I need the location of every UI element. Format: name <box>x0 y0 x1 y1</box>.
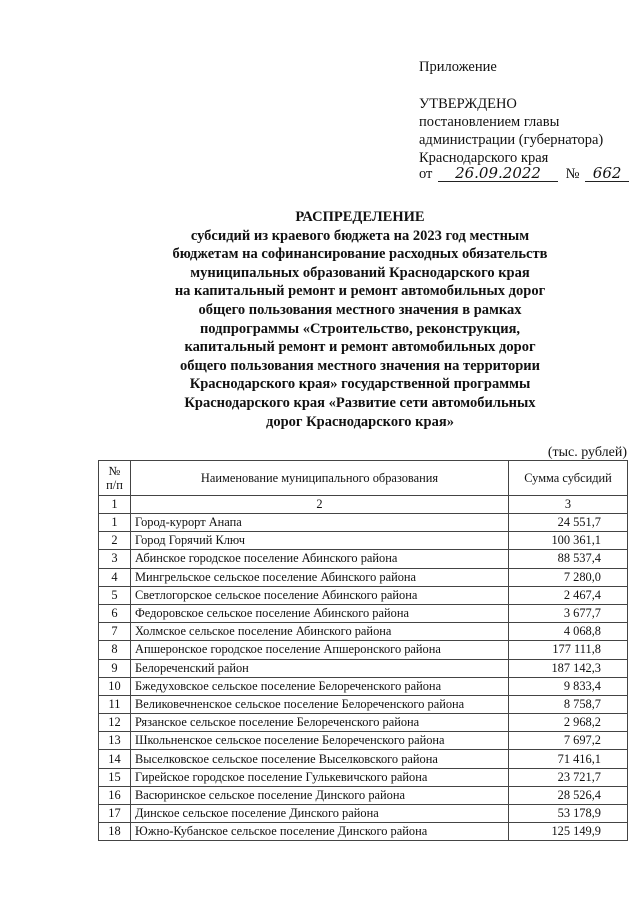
municipality-name-cell: Гирейское городское поселение Гулькевичского района <box>131 768 509 786</box>
municipality-name-cell: Выселковское сельское поселение Выселковского района <box>131 750 509 768</box>
row-number-cell: 6 <box>99 604 131 622</box>
table-row <box>99 677 628 695</box>
title-line: бюджетам на софинансирование расходных обязательств <box>172 246 548 263</box>
subsidy-amount-cell: 7 697,2 <box>509 732 628 750</box>
subsidy-amount-cell: 8 758,7 <box>509 695 628 713</box>
subsidy-amount-cell: 187 142,3 <box>509 659 628 677</box>
municipality-name-cell: Светлогорское сельское поселение Абинского района <box>131 586 509 604</box>
row-number-cell: 1 <box>99 514 131 532</box>
row-number-cell: 3 <box>99 550 131 568</box>
column-number: 1 <box>99 496 131 514</box>
table-row <box>99 695 628 713</box>
row-number-cell: 8 <box>99 641 131 659</box>
header-name: Наименование муниципального образования <box>131 461 509 496</box>
title-line: капитальный ремонт и ремонт автомобильных дорог <box>184 339 536 356</box>
municipality-name-cell: Динское сельское поселение Динского района <box>131 805 509 823</box>
subsidy-amount-cell: 125 149,9 <box>509 823 628 841</box>
subsidy-table <box>98 460 628 841</box>
column-number-row <box>99 496 628 514</box>
row-number-cell: 10 <box>99 677 131 695</box>
subsidy-amount-cell: 177 111,8 <box>509 641 628 659</box>
subsidy-amount-cell: 23 721,7 <box>509 768 628 786</box>
row-number-cell: 2 <box>99 532 131 550</box>
municipality-name-cell: Федоровское сельское поселение Абинского района <box>131 604 509 622</box>
row-number-cell: 7 <box>99 623 131 641</box>
table-row <box>99 604 628 622</box>
title-line: общего пользования местного значения на территории <box>179 357 540 374</box>
title-line: Краснодарского края» государственной программы <box>189 376 531 393</box>
table-row <box>99 659 628 677</box>
municipality-name-cell: Холмское сельское поселение Абинского района <box>131 623 509 641</box>
from-label: от <box>419 166 433 182</box>
title-line: Краснодарского края «Развитие сети автомобильных <box>184 394 536 411</box>
subsidy-amount-cell: 24 551,7 <box>509 514 628 532</box>
table-row <box>99 623 628 641</box>
subsidy-amount-cell: 2 968,2 <box>509 714 628 732</box>
subsidy-amount-cell: 88 537,4 <box>509 550 628 568</box>
row-number-cell: 18 <box>99 823 131 841</box>
municipality-name-cell: Мингрельское сельское поселение Абинского района <box>131 568 509 586</box>
table-row <box>99 786 628 804</box>
document-title <box>110 208 610 431</box>
header-amount: Сумма субсидий <box>509 461 628 496</box>
subsidy-amount-cell: 2 467,4 <box>509 586 628 604</box>
title-heading: РАСПРЕДЕЛЕНИЕ <box>295 209 425 225</box>
approval-line-3: Краснодарского края <box>419 150 549 166</box>
title-line: на капитальный ремонт и ремонт автомобильных дорог <box>174 283 546 300</box>
appendix-label: Приложение <box>419 59 497 75</box>
municipality-name-cell: Город Горячий Ключ <box>131 532 509 550</box>
table-row <box>99 641 628 659</box>
approval-line-2: администрации (губернатора) <box>419 132 604 148</box>
subsidy-amount-cell: 28 526,4 <box>509 786 628 804</box>
table-row <box>99 568 628 586</box>
title-line: субсидий из краевого бюджета на 2023 год местным <box>190 227 530 244</box>
approval-line-1: постановлением главы <box>419 114 560 130</box>
approval-date-line <box>419 165 629 183</box>
table-row <box>99 550 628 568</box>
approved-label: УТВЕРЖДЕНО <box>419 96 517 112</box>
municipality-name-cell: Южно-Кубанское сельское поселение Динского района <box>131 823 509 841</box>
table-row <box>99 768 628 786</box>
table-row <box>99 805 628 823</box>
units-label: (тыс. рублей) <box>547 445 627 460</box>
table-row <box>99 750 628 768</box>
row-number-cell: 13 <box>99 732 131 750</box>
municipality-name-cell: Город-курорт Анапа <box>131 514 509 532</box>
table-row <box>99 514 628 532</box>
table-row <box>99 823 628 841</box>
column-number: 3 <box>509 496 628 514</box>
subsidy-amount-cell: 53 178,9 <box>509 805 628 823</box>
row-number-cell: 17 <box>99 805 131 823</box>
subsidy-amount-cell: 9 833,4 <box>509 677 628 695</box>
row-number-cell: 15 <box>99 768 131 786</box>
table-header-row <box>99 461 628 496</box>
title-line: дорог Краснодарского края» <box>266 413 454 430</box>
table-row <box>99 714 628 732</box>
municipality-name-cell: Апшеронское городское поселение Апшеронского района <box>131 641 509 659</box>
number-label: № <box>565 166 580 182</box>
row-number-cell: 9 <box>99 659 131 677</box>
row-number-cell: 11 <box>99 695 131 713</box>
table-row <box>99 732 628 750</box>
municipality-name-cell: Васюринское сельское поселение Динского района <box>131 786 509 804</box>
municipality-name-cell: Белореченский район <box>131 659 509 677</box>
subsidy-amount-cell: 7 280,0 <box>509 568 628 586</box>
row-number-cell: 14 <box>99 750 131 768</box>
approval-date: 26.09.2022 <box>438 166 558 182</box>
title-line: муниципальных образований Краснодарского края <box>190 264 530 281</box>
municipality-name-cell: Школьненское сельское поселение Белореченского района <box>131 732 509 750</box>
municipality-name-cell: Рязанское сельское поселение Белореченского района <box>131 714 509 732</box>
municipality-name-cell: Бжедуховское сельское поселение Белореченского района <box>131 677 509 695</box>
row-number-cell: 4 <box>99 568 131 586</box>
row-number-cell: 16 <box>99 786 131 804</box>
subsidy-amount-cell: 3 677,7 <box>509 604 628 622</box>
table-row <box>99 586 628 604</box>
row-number-cell: 12 <box>99 714 131 732</box>
column-number: 2 <box>131 496 509 514</box>
subsidy-amount-cell: 71 416,1 <box>509 750 628 768</box>
municipality-name-cell: Великовечненское сельское поселение Белореченского района <box>131 695 509 713</box>
header-number: № п/п <box>99 461 131 496</box>
title-line: подпрограммы «Строительство, реконструкция, <box>199 320 521 337</box>
title-line: общего пользования местного значения в рамках <box>198 301 522 318</box>
municipality-name-cell: Абинское городское поселение Абинского района <box>131 550 509 568</box>
row-number-cell: 5 <box>99 586 131 604</box>
table-row <box>99 532 628 550</box>
approval-number: 662 <box>585 166 629 182</box>
subsidy-amount-cell: 4 068,8 <box>509 623 628 641</box>
subsidy-amount-cell: 100 361,1 <box>509 532 628 550</box>
